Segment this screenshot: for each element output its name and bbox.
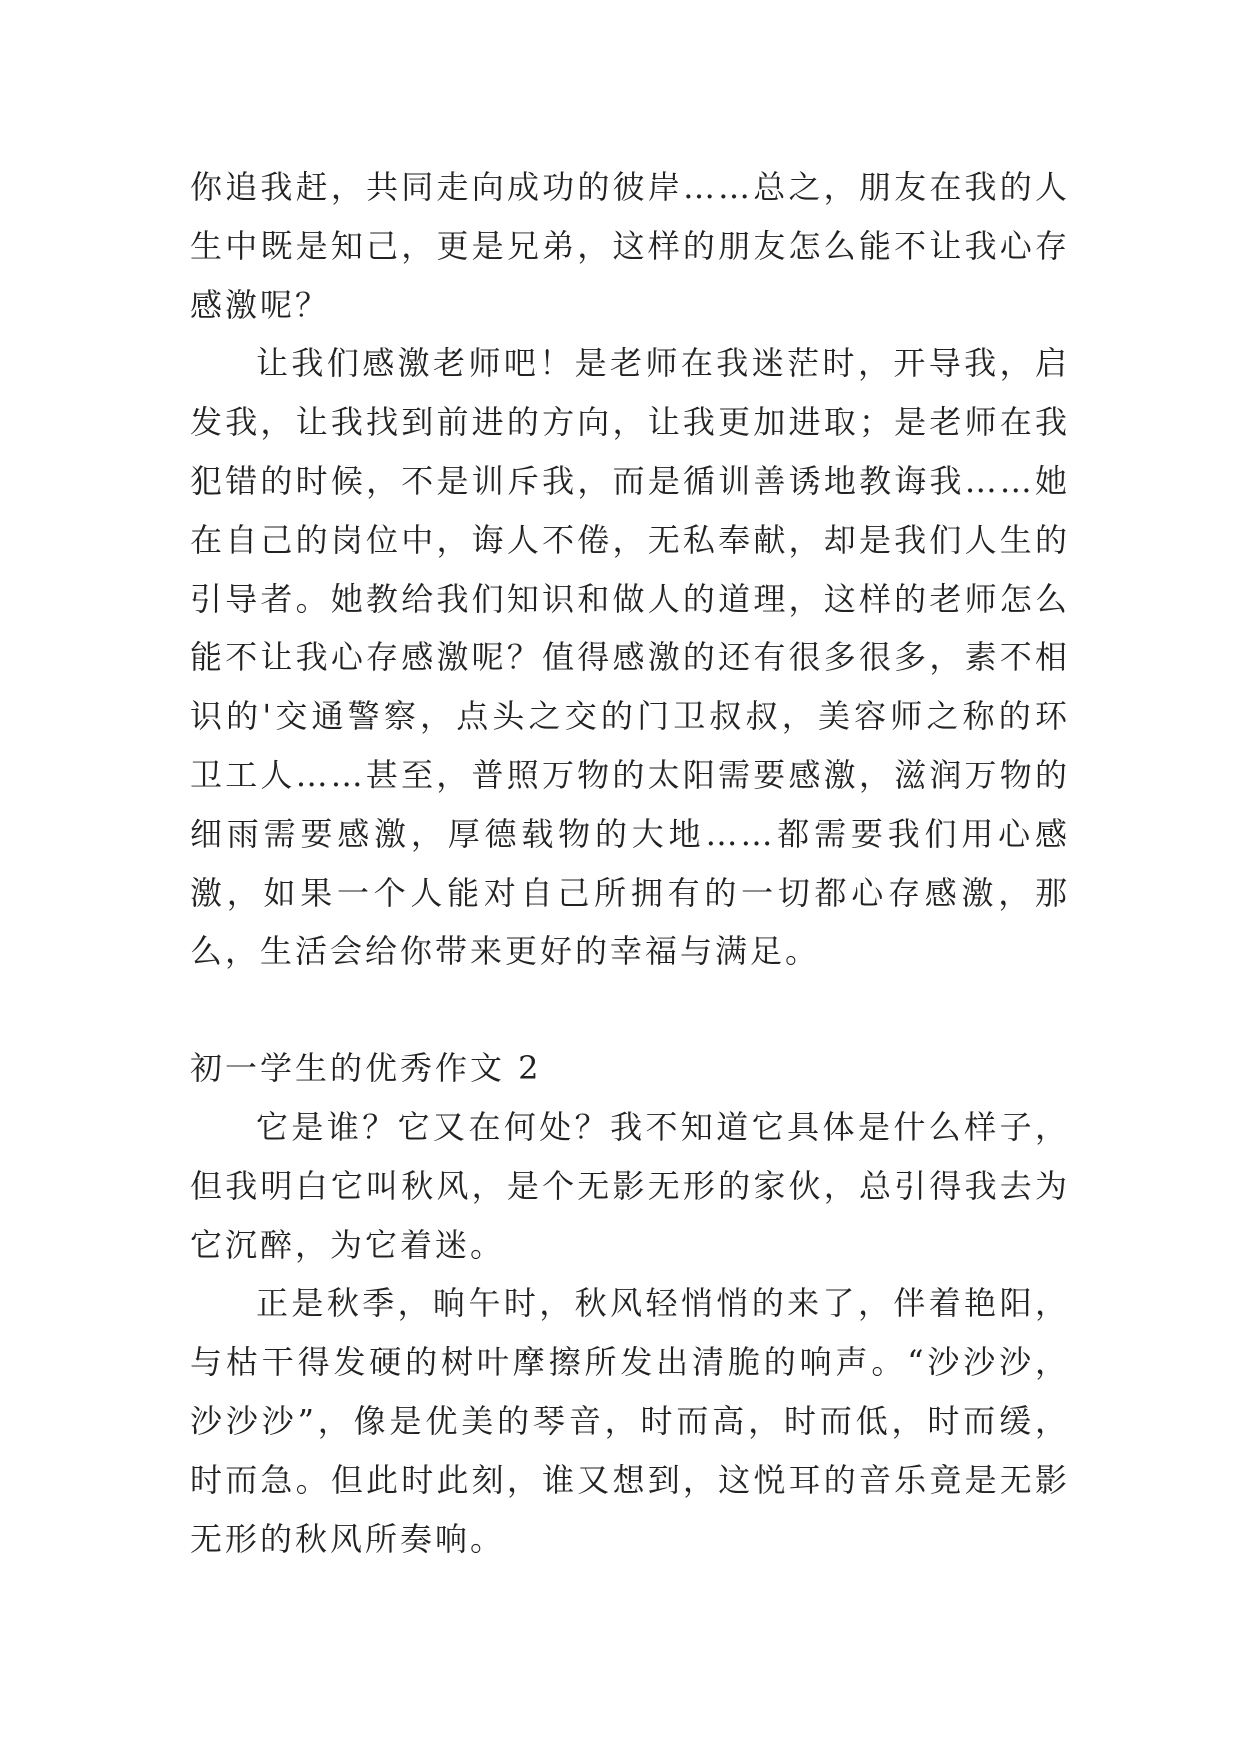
paragraph-autumn-wind: 正是秋季，晌午时，秋风轻悄悄的来了，伴着艳阳，与枯干得发硬的树叶摩擦所发出清脆的响声。“沙沙沙，沙沙沙”，像是优美的琴音，时而高，时而低，时而缓，时而急。但此时此刻，谁又想到，这悦耳的音乐竟是无影无形的秋风所奏响。 [190, 1284, 1070, 1558]
document-body [190, 158, 1070, 1568]
paragraph-thank-teachers: 让我们感激老师吧！是老师在我迷茫时，开导我，启发我，让我找到前进的方向，让我更加进取；是老师在我犯错的时候，不是训斥我，而是循训善诱地教诲我……她在自己的岗位中，诲人不倦，无私奉献，却是我们人生的引导者。她教给我们知识和做人的道理，这样的老师怎么能不让我心存感激呢？值得感激的还有很多很多，素不相识的'交通警察，点头之交的门卫叔叔，美容师之称的环卫工人……甚至，普照万物的太阳需要感激，滋润万物的细雨需要感激，厚德载物的大地……都需要我们用心感激，如果一个人能对自己所拥有的一切都心存感激，那么，生活会给你带来更好的幸福与满足。 [190, 344, 1070, 971]
paragraph-continuation: 你追我赶，共同走向成功的彼岸……总之，朋友在我的人生中既是知己，更是兄弟，这样的朋友怎么能不让我心存感激呢？ [190, 168, 1070, 324]
section-heading: 初一学生的优秀作文 2 [190, 1049, 542, 1088]
paragraph-who-is-it: 它是谁？它又在何处？我不知道它具体是什么样子，但我明白它叫秋风，是个无影无形的家伙，总引得我去为它沉醉，为它着迷。 [190, 1107, 1070, 1264]
section-spacer [190, 981, 1070, 1039]
